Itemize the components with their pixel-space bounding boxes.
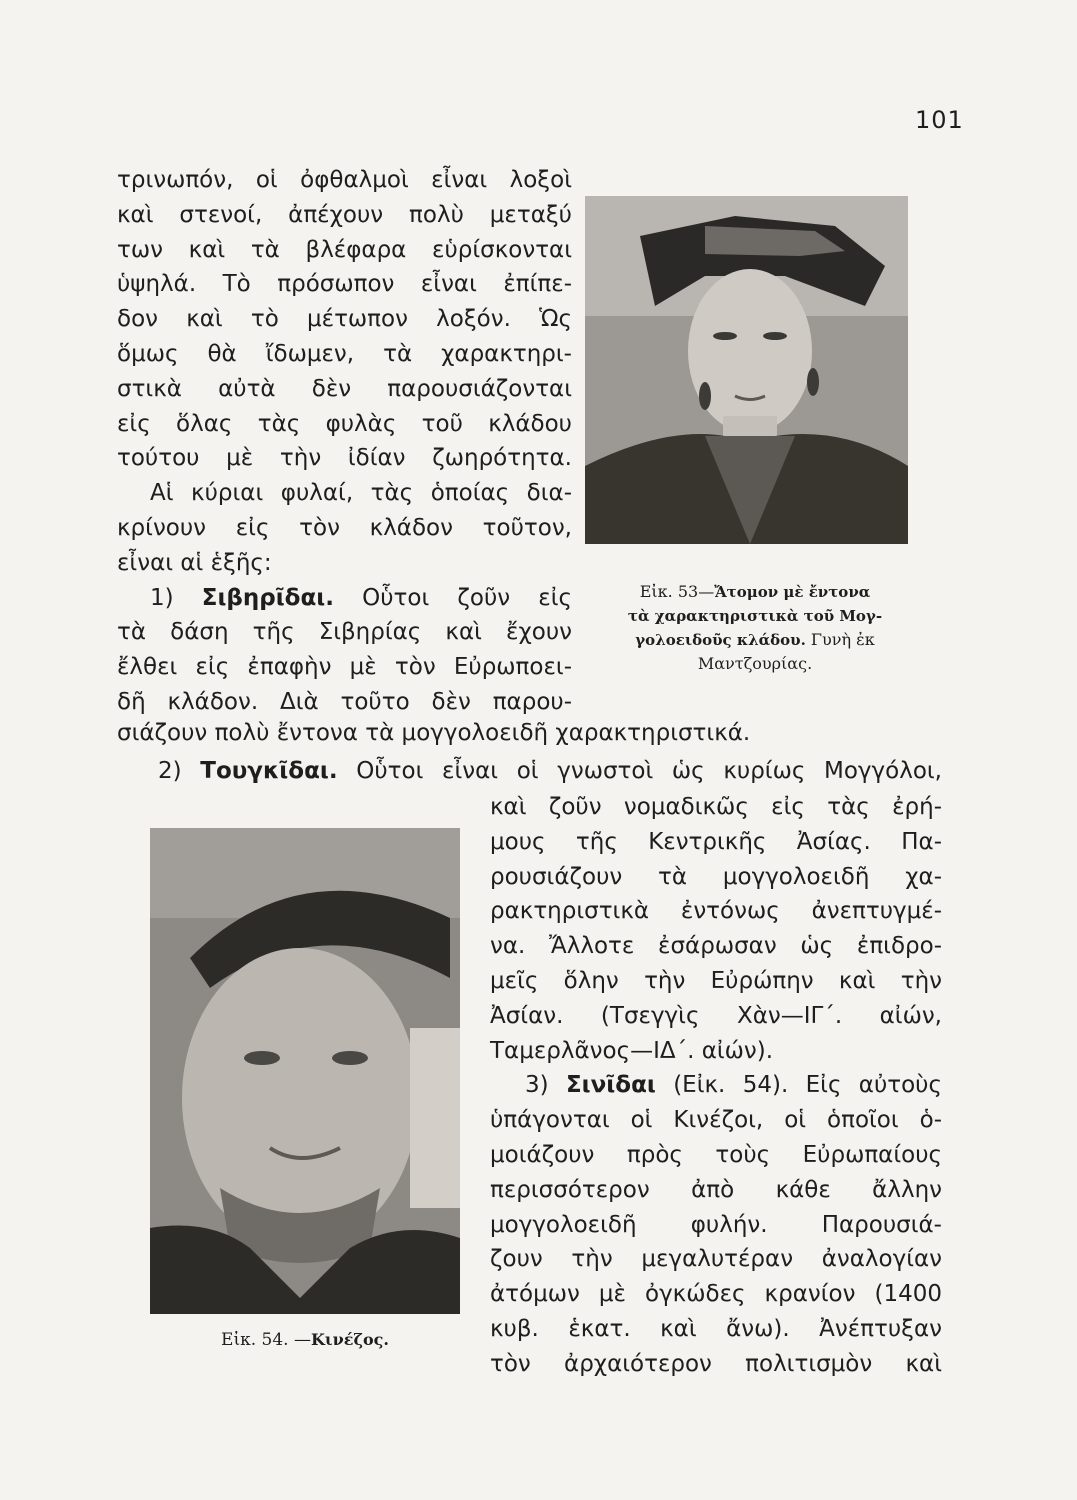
- line-text: τρινωπόν, οἱ ὀφθαλμοὶ εἶναι λοξοὶ: [117, 167, 572, 193]
- text-line: [117, 687, 572, 717]
- line-text: στικὰ αὐτὰ δὲν παρουσιάζονται: [117, 375, 572, 402]
- text-line: [150, 478, 572, 508]
- line-text: ρουσιάζουν τὰ μογγολοειδῆ χα-: [490, 863, 942, 890]
- line-text: κρίνουν εἰς τὸν κλάδον τοῦτον,: [117, 515, 572, 541]
- line-text: των καὶ τὰ βλέφαρα εὑρίσκονται: [117, 236, 572, 263]
- caption-bold: Ἄτομον μὲ ἔντονα: [714, 583, 871, 601]
- line-text: τούτου μὲ τὴν ἰδίαν ζωηρότητα.: [117, 445, 572, 472]
- text-line: [490, 827, 942, 857]
- text-line: [117, 374, 572, 404]
- line-text: να. Ἄλλοτε ἐσάρωσαν ὡς ἐπιδρο-: [490, 933, 942, 960]
- text-line: [117, 548, 572, 578]
- figure-54-photo: [150, 828, 460, 1314]
- text-line: [150, 583, 572, 613]
- line-text: σιάζουν πολὺ ἔντονα τὰ μογγολοειδῆ χαρακτηριστικά.: [117, 720, 751, 746]
- line-text: κυβ. ἑκατ. καὶ ἄνω). Ἀνέπτυξαν: [490, 1316, 942, 1342]
- list-number: 1): [150, 584, 202, 611]
- line-text: (Εἰκ. 54). Εἰς αὐτοὺς: [655, 1072, 942, 1099]
- line-text: Ἀσίαν. (Τσεγγὶς Χὰν—ΙΓ΄. αἰών,: [490, 1002, 942, 1029]
- line-text: ὑψηλά. Τὸ πρόσωπον εἶναι ἐπίπε-: [117, 271, 572, 298]
- text-line: [490, 896, 942, 926]
- text-line: [158, 756, 942, 786]
- text-line: [490, 1105, 942, 1135]
- text-line: [490, 1140, 942, 1170]
- caption-bold: γολοειδοῦς κλάδου.: [635, 631, 806, 649]
- line-text: Οὗτοι ζοῦν εἰς: [334, 584, 572, 611]
- text-line: [490, 1210, 942, 1240]
- figure-53-caption: [585, 580, 925, 675]
- line-text: καὶ στενοί, ἀπέχουν πολὺ μεταξύ: [117, 201, 572, 228]
- text-line: [490, 1279, 942, 1309]
- text-line: [117, 652, 572, 682]
- caption-bold: Κινέζος.: [311, 1330, 389, 1349]
- line-text: μοιάζουν πρὸς τοὺς Εὐρωπαίους: [490, 1142, 942, 1168]
- line-text: περισσότερον ἀπὸ κάθε ἄλλην: [490, 1176, 942, 1203]
- line-text: δῆ κλάδον. Διὰ τοῦτο δὲν παρου-: [117, 689, 572, 715]
- caption-line: [585, 628, 925, 652]
- line-text: ζουν τὴν μεγαλυτέραν ἀναλογίαν: [490, 1246, 942, 1273]
- line-text: τὰ δάση τῆς Σιβηρίας καὶ ἔχουν: [117, 619, 572, 646]
- caption-prefix: Μαντζουρίας.: [697, 654, 813, 673]
- line-text: μους τῆς Κεντρικῆς Ἀσίας. Πα-: [490, 828, 942, 855]
- caption-suffix: Γυνὴ ἐκ: [805, 630, 875, 649]
- list-number: 3): [525, 1072, 566, 1099]
- line-text: Οὗτοι εἶναι οἱ γνωστοὶ ὡς κυρίως Μογγόλοι,: [337, 757, 942, 784]
- caption-prefix: Εἰκ. 53—: [639, 582, 715, 601]
- text-line: [490, 931, 942, 961]
- text-line: [490, 1244, 942, 1274]
- text-line: [490, 966, 942, 996]
- text-line: [117, 165, 572, 195]
- text-line: [117, 513, 572, 543]
- figure-54-caption: [150, 1328, 460, 1352]
- text-line: [490, 1314, 942, 1344]
- line-text: εἶναι αἱ ἑξῆς:: [117, 549, 272, 576]
- caption-line: [585, 580, 925, 604]
- text-line: [117, 200, 572, 230]
- bold-term: Σιβηρῖδαι.: [201, 584, 334, 611]
- text-line: [490, 1349, 942, 1379]
- line-text: ὑπάγονται οἱ Κινέζοι, οἱ ὁποῖοι ὁ-: [490, 1107, 942, 1134]
- line-text: ὅμως θὰ ἴδωμεν, τὰ χαρακτηρι-: [117, 341, 572, 367]
- line-text: ἔλθει εἰς ἐπαφὴν μὲ τὸν Εὐρωποει-: [117, 654, 572, 681]
- caption-bold: τὰ χαρακτηριστικὰ τοῦ Μογ-: [627, 607, 883, 625]
- text-line: [525, 1070, 942, 1100]
- line-text: ἀτόμων μὲ ὀγκώδες κρανίον (1400: [490, 1281, 942, 1308]
- text-line: [490, 1036, 942, 1066]
- line-text: τὸν ἀρχαιότερον πολιτισμὸν καὶ: [490, 1350, 942, 1377]
- caption-line: [585, 604, 925, 628]
- line-text: μεῖς ὅλην τὴν Εὐρώπην καὶ τὴν: [490, 968, 942, 994]
- text-line: [490, 1001, 942, 1031]
- text-line: [490, 792, 942, 822]
- text-line: [117, 443, 572, 473]
- caption-line: [585, 652, 925, 675]
- text-line: [490, 1175, 942, 1205]
- line-text: μογγολοειδῆ φυλήν. Παρουσιά-: [490, 1211, 942, 1238]
- text-line: [490, 862, 942, 892]
- line-text: καὶ ζοῦν νομαδικῶς εἰς τὰς ἐρή-: [490, 794, 942, 820]
- page-number: 101: [915, 106, 964, 134]
- figure-53-photo: [585, 196, 908, 544]
- line-text: δον καὶ τὸ μέτωπον λοξόν. Ὡς: [117, 306, 572, 333]
- text-line: [117, 304, 572, 334]
- line-text: Ταμερλᾶνος—ΙΔ΄. αἰών).: [490, 1037, 774, 1064]
- text-line: [117, 617, 572, 647]
- caption-prefix: Εἰκ. 54. —: [221, 1330, 311, 1350]
- line-text: ρακτηριστικὰ ἐντόνως ἀνεπτυγμέ-: [490, 898, 942, 925]
- text-line: [117, 235, 572, 265]
- text-line: [117, 339, 572, 369]
- line-text: Αἱ κύριαι φυλαί, τὰς ὁποίας δια-: [150, 480, 572, 507]
- text-line: [117, 269, 572, 299]
- text-line: [117, 718, 942, 748]
- list-number: 2): [158, 757, 201, 784]
- text-line: [117, 409, 572, 439]
- bold-term: Σινῖδαι: [565, 1072, 656, 1099]
- line-text: εἰς ὅλας τὰς φυλὰς τοῦ κλάδου: [117, 410, 572, 437]
- bold-term: Τουγκῖδαι.: [200, 757, 338, 784]
